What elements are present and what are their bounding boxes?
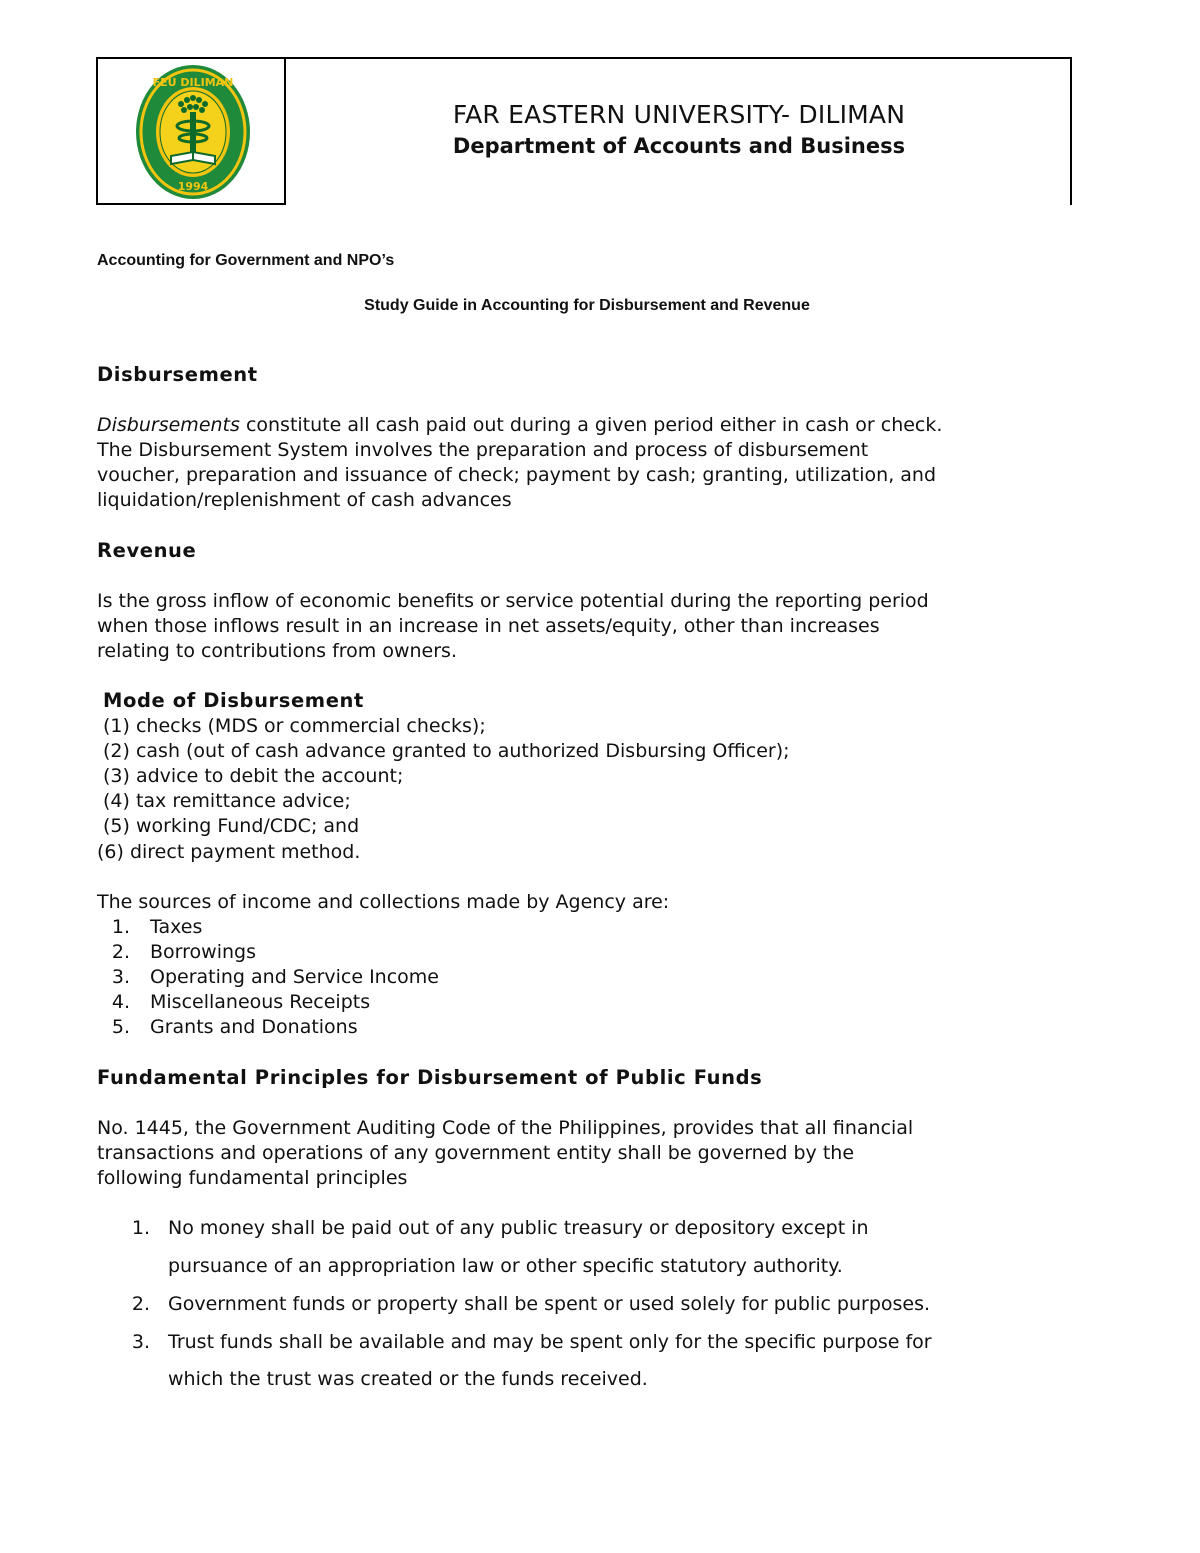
university-seal-logo [135, 64, 251, 200]
sources-item [104, 915, 202, 940]
guide-title: Study Guide in Accounting for Disbursement and Revenue [364, 297, 810, 314]
sources-intro: The sources of income and collections made by Agency are: [97, 891, 670, 913]
seal-year-text: 1994 [177, 180, 209, 193]
principle-item [124, 1292, 930, 1317]
list-text: Grants and Donations [150, 1016, 358, 1038]
header-border-right [1070, 57, 1072, 205]
principles-line-2: transactions and operations of any government entity shall be governed by the [97, 1142, 855, 1164]
list-number: 2. [131, 1293, 150, 1315]
sources-item [104, 965, 439, 990]
principles-heading: Fundamental Principles for Disbursement of Public Funds [97, 1066, 763, 1089]
list-number: 1. [111, 916, 130, 938]
list-text: No money shall be paid out of any public treasury or depository except in [168, 1217, 869, 1239]
revenue-line-1: Is the gross inflow of economic benefits or service potential during the reporting period [97, 590, 929, 612]
list-text: Government funds or property shall be spent or used solely for public purposes. [168, 1293, 931, 1315]
sources-item [104, 990, 370, 1015]
mode-item: (1) checks (MDS or commercial checks); [103, 715, 486, 737]
list-text: Miscellaneous Receipts [150, 991, 371, 1013]
principle-item [124, 1330, 932, 1355]
principles-line-1: No. 1445, the Government Auditing Code of the Philippines, provides that all financial [97, 1117, 914, 1139]
list-text: Taxes [150, 916, 203, 938]
sources-item [104, 1015, 358, 1040]
university-name: FAR EASTERN UNIVERSITY- DILIMAN [452, 100, 906, 129]
header-border-top [96, 57, 1072, 59]
disbursement-line-2: The Disbursement System involves the preparation and process of disbursement [97, 439, 869, 461]
list-number: 5. [111, 1016, 130, 1038]
mode-item: (5) working Fund/CDC; and [103, 815, 360, 837]
revenue-line-2: when those inflows result in an increase in net assets/equity, other than increases [97, 615, 880, 637]
mode-item: (6) direct payment method. [97, 841, 361, 863]
list-number: 3. [131, 1331, 150, 1353]
revenue-line-3: relating to contributions from owners. [97, 640, 457, 662]
disbursement-heading: Disbursement [97, 363, 258, 386]
list-text: Trust funds shall be available and may be spent only for the specific purpose for [168, 1331, 932, 1353]
list-text: Borrowings [150, 941, 256, 963]
list-number: 3. [111, 966, 130, 988]
principle-item-continued: pursuance of an appropriation law or other specific statutory authority. [168, 1255, 843, 1277]
header-border-left [96, 57, 98, 205]
revenue-heading: Revenue [97, 539, 197, 562]
principles-line-3: following fundamental principles [97, 1167, 408, 1189]
disbursement-line-1-rest: constitute all cash paid out during a given period either in cash or check. [239, 414, 943, 436]
list-number: 1. [131, 1217, 150, 1239]
mode-item: (4) tax remittance advice; [103, 790, 351, 812]
seal-top-text: FEU DILIMAN [152, 76, 234, 89]
disbursement-term: Disbursements [97, 414, 240, 436]
department-name: Department of Accounts and Business [452, 134, 906, 158]
header-border-divider [284, 57, 286, 205]
principle-item-continued: which the trust was created or the funds received. [168, 1368, 648, 1390]
mode-heading: Mode of Disbursement [103, 689, 364, 712]
course-title: Accounting for Government and NPO’s [97, 252, 395, 269]
disbursement-line-1 [97, 413, 942, 438]
disbursement-line-4: liquidation/replenishment of cash advances [97, 489, 512, 511]
list-number: 4. [111, 991, 130, 1013]
list-number: 2. [111, 941, 130, 963]
mode-item: (2) cash (out of cash advance granted to authorized Disbursing Officer); [103, 740, 790, 762]
list-text: Operating and Service Income [150, 966, 439, 988]
principle-item [124, 1216, 869, 1241]
header-border-bottom [96, 203, 286, 205]
sources-item [104, 940, 256, 965]
disbursement-line-3: voucher, preparation and issuance of check; payment by cash; granting, utilization, and [97, 464, 937, 486]
mode-item: (3) advice to debit the account; [103, 765, 404, 787]
